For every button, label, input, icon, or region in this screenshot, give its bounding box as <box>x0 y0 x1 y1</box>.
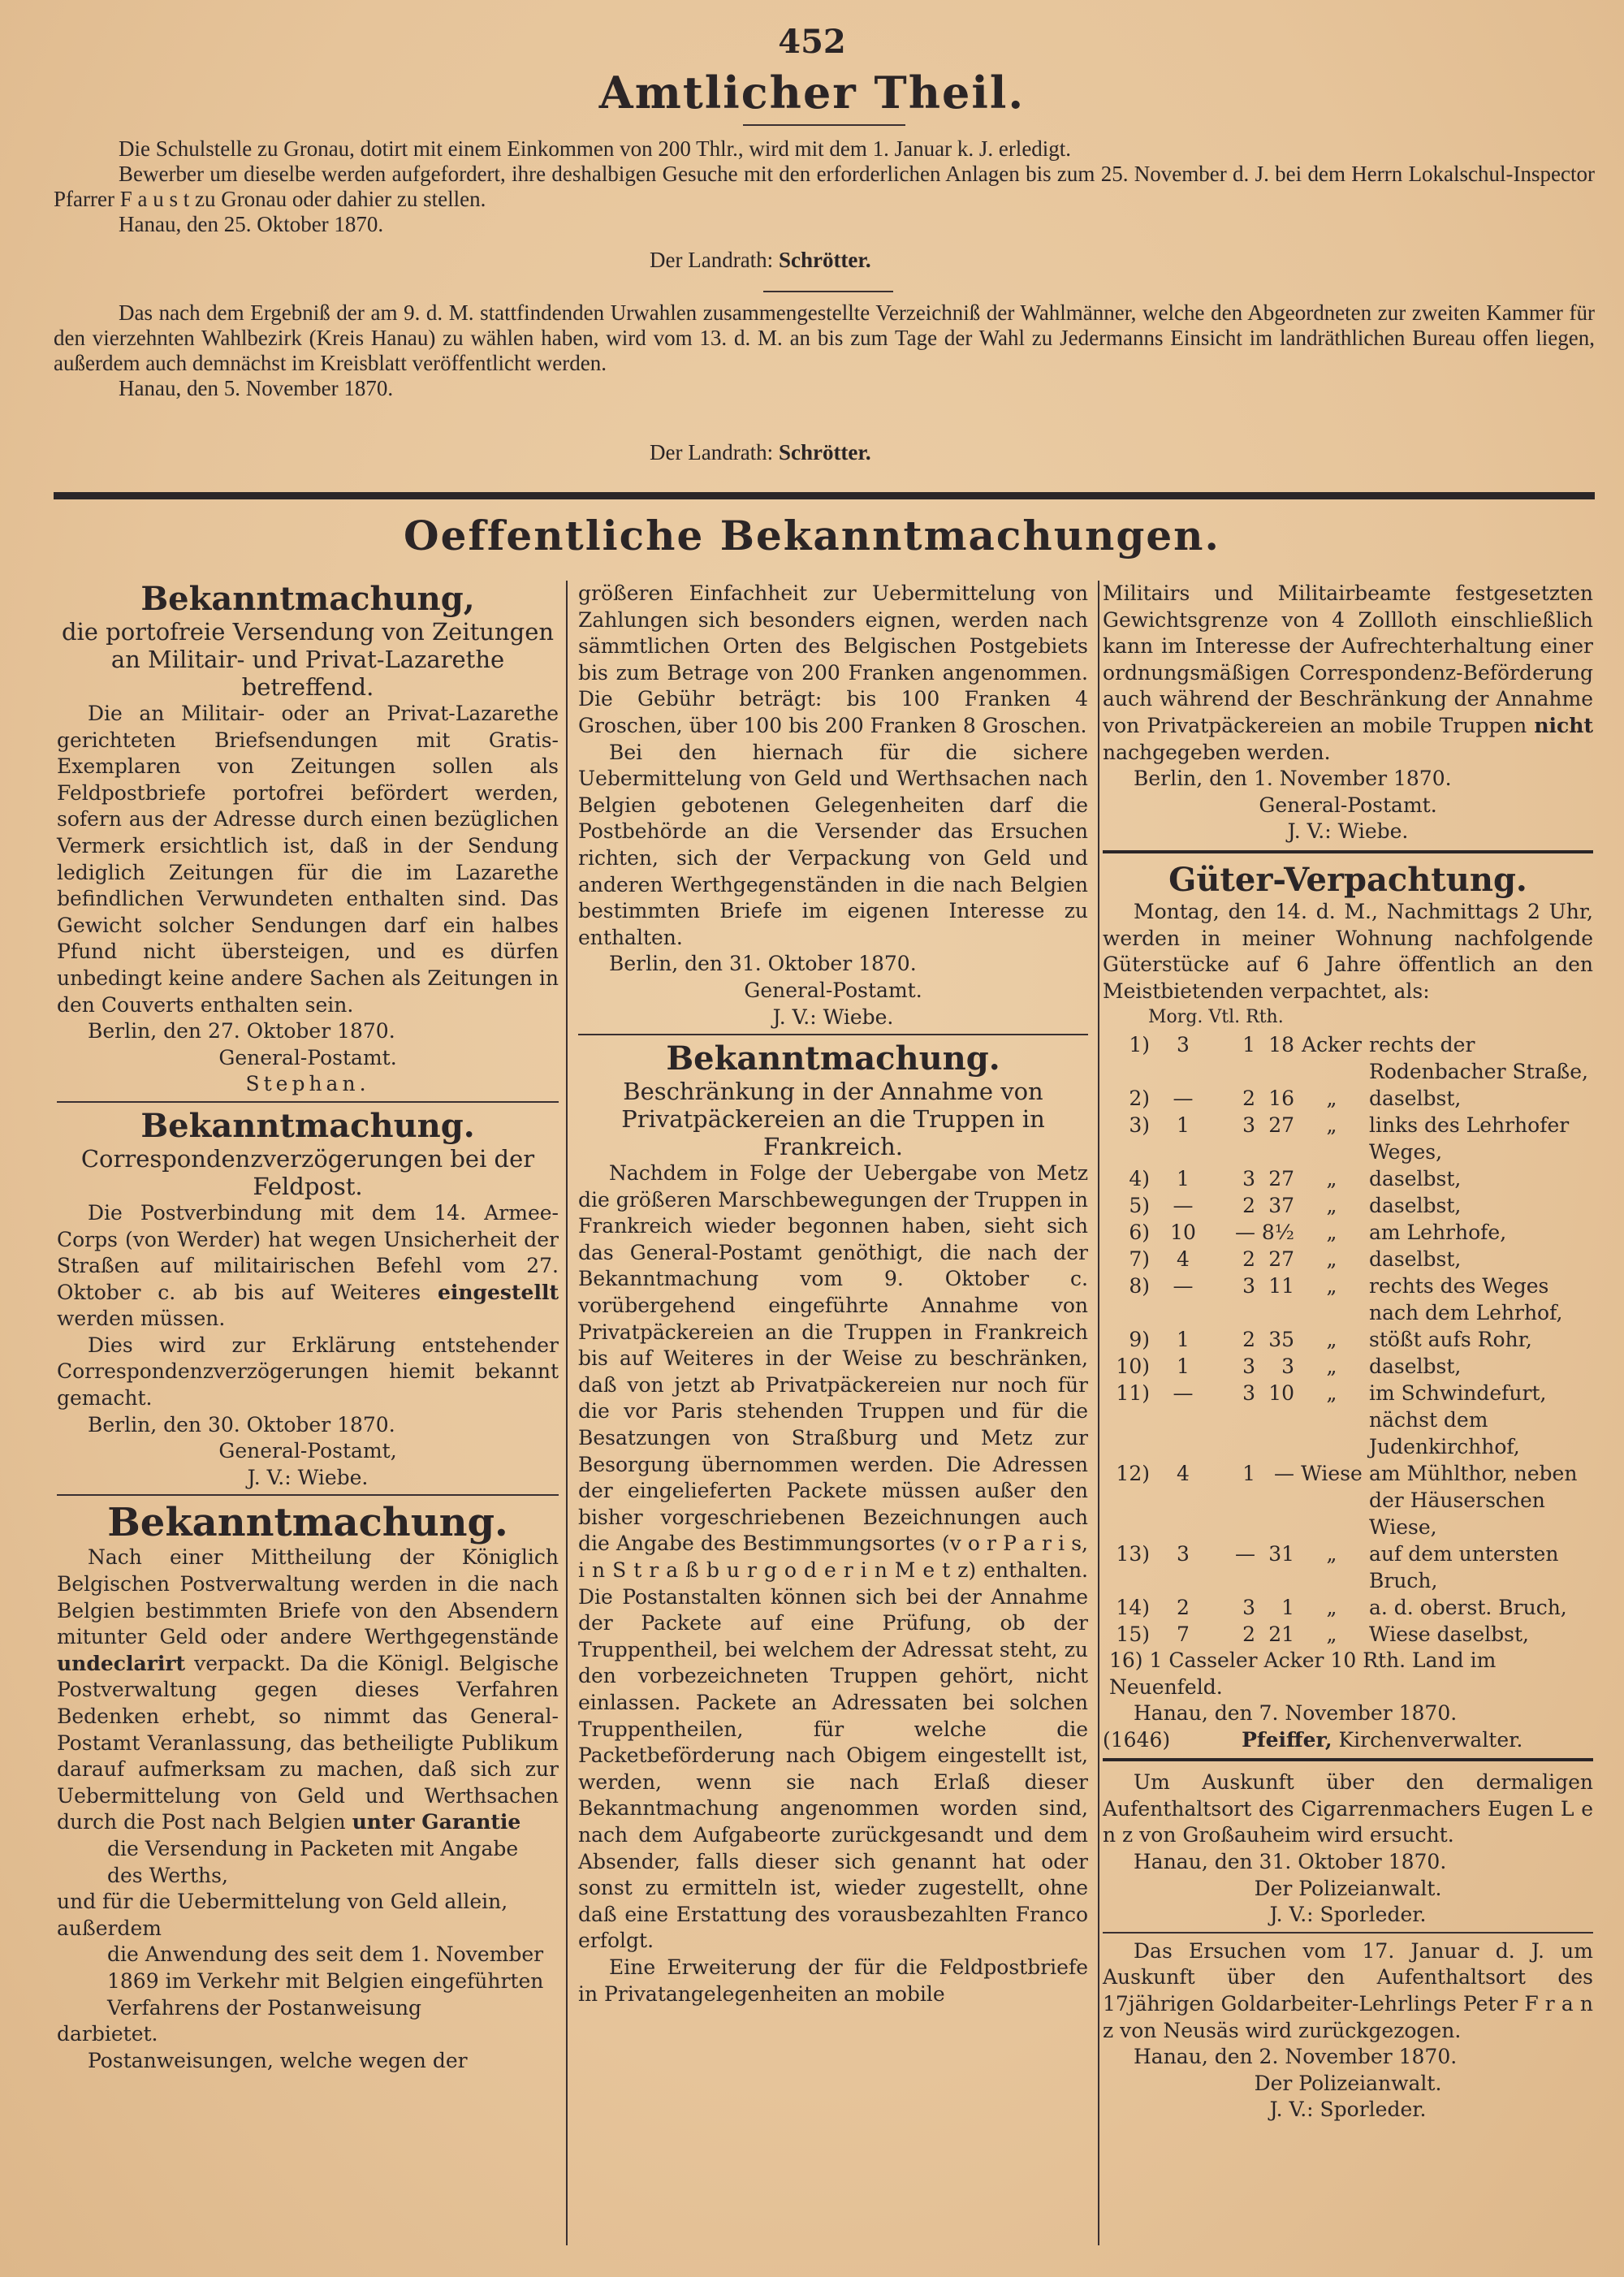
lease-row <box>1103 1219 1593 1246</box>
notice-divider <box>57 1101 559 1103</box>
lease-cell-morg: 3 <box>1177 1032 1190 1056</box>
notice-signer: J. V.: Wiebe. <box>247 1465 369 1489</box>
notice-feldpost <box>57 1108 559 1492</box>
lease-cell-morg: 4 <box>1177 1461 1190 1485</box>
notice-heading: Bekanntmachung. <box>107 1500 508 1546</box>
text-run: werden müssen. <box>57 1307 226 1331</box>
lease-cell-no: 1) <box>1129 1032 1150 1056</box>
notice-signature-line <box>1103 1727 1593 1754</box>
emphasis: unter Garantie <box>352 1810 521 1834</box>
signature <box>650 248 871 273</box>
lease-cell-no: 8) <box>1129 1273 1150 1298</box>
text-run: Militairs und Militairbeamte festgesetzten Gewichtsgrenze von 4 Zollloth einschließlich kann im Interesse der Aufrechterhaltung einer ordnungsmäßigen Correspondenz-Beförderung auch während der Beschränkung der Annahme von Privatpäckereien an mobile Truppen <box>1103 581 1593 737</box>
notice-date: Berlin, den 30. Oktober 1870. <box>88 1412 395 1437</box>
notice-zeitungen <box>57 581 559 1098</box>
lease-cell-vtl: 3 <box>1242 1380 1255 1405</box>
reference-number: (1646) <box>1103 1727 1171 1752</box>
lease-cell-rth: 11 <box>1268 1273 1294 1298</box>
notice-office: Der Polizeianwalt. <box>1254 1876 1442 1900</box>
lease-cell-vtl: 2 <box>1242 1247 1255 1271</box>
notice-signer: J. V.: Wiebe. <box>772 1005 894 1029</box>
lease-cell-rth: 27 <box>1268 1166 1294 1190</box>
notice-lenz <box>1103 1769 1593 1929</box>
lease-cell-morg: — <box>1173 1193 1194 1217</box>
notice-body: Nachdem in Folge der Uebergabe von Metz die größeren Marschbewegungen der Truppen in Frankreich wieder begonnen haben, sieht sich das General-Postamt genöthigt, die nach der Bekanntmachung vom 9. Oktober c. vorübergehend eingeführte Annahme von Privatpäckereien an die Truppen in Frankreich bis auf Weiteres in der Weise zu beschränken, daß von jetzt ab Privatpäckereien nur noch für die vor Paris stehenden Truppen und für die Besatzungen von Straßburg und Metz zur Besorgung übernommen werden. Die Adressen der eingelieferten Packete müssen außer den bisher vorgeschriebenen Bezeichnungen auch die Angabe des Bestimmungsortes (v o r P a r i s, i n S t r a ß b u r g o d e r i n M e t z) enthalten. Die Postanstalten können sich bei der Annahme der Packete auf eine Prüfung, ob der Truppentheil, bei welchem der Adressat steht, zu den vorbezeichneten Truppen gehört, nicht einlassen. Packete an Adressaten bei solchen Truppentheilen, für welche die Packetbeförderung nach Obigem eingestellt ist, werden, wenn sie nach Erlaß dieser Bekanntmachung angenommen worden sind, nach dem Aufgabeorte zurückgesandt und dem Absender, falls dieser sich genannt hat oder sonst zu ermitteln ist, wieder zugestellt, ohne daß eine Erstattung des vorausbezahlten Franco erfolgt. <box>578 1161 1088 1953</box>
lease-cell-rth: 16 <box>1268 1086 1294 1110</box>
lease-cell-no: 4) <box>1129 1166 1150 1190</box>
lease-cell-morg: 3 <box>1177 1541 1190 1566</box>
lease-column-headers <box>1103 1005 1593 1031</box>
page-number: 452 <box>778 23 846 61</box>
lease-cell-no: 6) <box>1129 1220 1150 1244</box>
notice-divider <box>1103 1758 1593 1761</box>
lease-cell-no: 5) <box>1129 1193 1150 1217</box>
lease-cell-kind: „ <box>1326 1166 1337 1190</box>
notice-date: Hanau, den 2. November 1870. <box>1134 2045 1458 2069</box>
notice-office: General-Postamt. <box>218 1045 397 1069</box>
signer-title: Kirchenverwalter. <box>1338 1727 1523 1752</box>
notice-heading: Güter-Verpachtung. <box>1168 860 1527 899</box>
lease-cell-kind: „ <box>1326 1327 1337 1351</box>
lease-row <box>1103 1192 1593 1219</box>
notice-office: Der Polizeianwalt. <box>1254 2071 1442 2095</box>
column-header: Vtl. <box>1208 1007 1241 1028</box>
signature-name: Schrötter. <box>778 440 871 464</box>
lease-cell-desc: Wiese daselbst, <box>1369 1622 1529 1646</box>
lease-row <box>1103 1594 1593 1621</box>
lease-cell-rth: 8½ <box>1261 1220 1294 1244</box>
section-title-amtlich: Amtlicher Theil. <box>598 67 1026 119</box>
notice-body: Das Ersuchen vom 17. Januar d. J. um Auskunft über den Aufenthaltsort des 17jährigen Goldarbeiter-Lehrlings Peter F r a n z von Neusäs wird zurückgezogen. <box>1103 1938 1593 2042</box>
notice-wahlmaenner <box>54 300 1595 401</box>
text-run: nachgegeben werden. <box>1103 740 1331 764</box>
notice-heading: Bekanntmachung. <box>666 1039 1000 1078</box>
lease-cell-rth: 10 <box>1268 1380 1294 1405</box>
lease-cell-morg: 10 <box>1170 1220 1196 1244</box>
notice-gueter-verpachtung <box>1103 862 1593 1753</box>
lease-cell-morg: — <box>1173 1273 1194 1298</box>
lease-cell-no: 10) <box>1116 1354 1150 1378</box>
divider <box>763 291 893 292</box>
lease-cell-morg: 1 <box>1177 1166 1190 1190</box>
notice-date: Hanau, den 7. November 1870. <box>1134 1701 1458 1726</box>
notice-date: Hanau, den 31. Oktober 1870. <box>1134 1850 1447 1874</box>
lease-cell-vtl: 3 <box>1242 1354 1255 1378</box>
notice-body: Die an Militair- oder an Privat-Lazarethe gerichteten Briefsendungen mit Gratis-Exemplaren von Zeitungen sollen als Feldpostbriefe portofrei befördert werden, sofern aus der Adresse durch einen bezüglichen Vermerk ersichtlich ist, daß in der Sendung lediglich Zeitungen für die im Lazarethe befindlichen Verwundeten enthalten sind. Das Gewicht solcher Sendungen darf ein halbes Pfund nicht übersteigen, und es dürfen unbedingt keine andere Sachen als Zeitungen in den Couverts enthalten sein. <box>57 702 559 1017</box>
lease-cell-desc: daselbst, <box>1369 1354 1462 1378</box>
notice-date: Berlin, den 27. Oktober 1870. <box>88 1019 395 1043</box>
lease-cell-desc: a. d. oberst. Bruch, <box>1369 1595 1567 1619</box>
lease-cell-no: 14) <box>1116 1595 1150 1619</box>
signature <box>650 440 871 465</box>
column-3 <box>1103 581 1593 2124</box>
lease-cell-desc: daselbst, <box>1369 1086 1462 1110</box>
lease-row <box>1103 1031 1593 1085</box>
lease-cell-kind: „ <box>1326 1541 1337 1566</box>
column-header: Morg. <box>1148 1007 1203 1028</box>
notice-body <box>57 1545 559 1836</box>
lease-cell-kind: „ <box>1326 1247 1337 1271</box>
lease-row <box>1103 1460 1593 1540</box>
lease-cell-desc: rechts der Rodenbacher Straße, <box>1369 1032 1588 1083</box>
notice-heading: Bekanntmachung, <box>140 580 475 618</box>
notice-body: Eine Erweiterung der für die Feldpostbriefe in Privatangelegenheiten an mobile <box>578 1955 1088 2006</box>
lease-row <box>1103 1540 1593 1594</box>
lease-cell-morg: 1 <box>1177 1113 1190 1137</box>
lease-cell-vtl: 3 <box>1242 1166 1255 1190</box>
signature-label: Der Landrath: <box>650 440 774 464</box>
lease-cell-desc: stößt aufs Rohr, <box>1369 1327 1532 1351</box>
lease-cell-vtl: 2 <box>1242 1622 1255 1646</box>
notice-body: größeren Einfachheit zur Uebermittelung von Zahlungen sich besonders eignen, werden nach sämmtlichen Orten des Belgischen Postgebiets bis zum Betrage von 200 Franken angenommen. Die Gebühr beträgt: bis 100 Franken 4 Groschen, über 100 bis 200 Franken 8 Groschen. <box>578 581 1088 737</box>
lease-cell-no: 3) <box>1129 1113 1150 1137</box>
lease-cell-no: 15) <box>1116 1622 1150 1646</box>
signature-name: Schrötter. <box>778 248 871 272</box>
lease-cell-vtl: — <box>1235 1220 1255 1244</box>
lease-cell-rth: — <box>1274 1461 1294 1485</box>
lease-cell-no: 7) <box>1129 1247 1150 1271</box>
lease-row-16: 16) 1 Casseler Acker 10 Rth. Land im Neuenfeld. <box>1109 1648 1497 1699</box>
notice-date: Hanau, den 25. Oktober 1870. <box>119 212 384 236</box>
lease-cell-rth: 1 <box>1281 1595 1294 1619</box>
column-header: Rth. <box>1246 1007 1284 1028</box>
notice-body: Um Auskunft über den dermaligen Aufenthaltsort des Cigarrenmachers Eugen L e n z von Großauheim wird ersucht. <box>1103 1770 1593 1847</box>
lease-cell-rth: 27 <box>1268 1247 1294 1271</box>
notice-text: Bewerber um dieselbe werden aufgefordert, ihre deshalbigen Gesuche mit den erforderlichen Anlagen bis zum 25. November d. J. bei dem Herrn Lokalschul-Inspector Pfarrer F a u s t zu Gronau oder dahier zu stellen. <box>54 162 1595 211</box>
notice-date: Hanau, den 5. November 1870. <box>119 376 394 400</box>
lease-cell-no: 9) <box>1129 1327 1150 1351</box>
notice-divider <box>1103 1932 1593 1934</box>
text-run: Nach einer Mittheilung der Königlich Belgischen Postverwaltung werden in die nach Belgien bestimmten Briefe von den Absendern mitunter Geld oder andere Werthgegenstände <box>57 1545 559 1649</box>
notice-office: General-Postamt. <box>1259 793 1437 817</box>
lease-cell-desc: daselbst, <box>1369 1247 1462 1271</box>
lease-cell-rth: 18 <box>1268 1032 1294 1056</box>
notice-signer: J. V.: Sporleder. <box>1269 1903 1427 1927</box>
lease-cell-desc: im Schwindefurt, nächst dem Judenkirchhof, <box>1369 1380 1547 1458</box>
list-item: die Anwendung des seit dem 1. November 1869 im Verkehr mit Belgien eingeführten Verfahrens der Postanweisung <box>107 1942 544 2020</box>
notice-privatpaeckereien-continued <box>1103 581 1593 845</box>
lease-cell-rth: 3 <box>1281 1354 1294 1378</box>
lease-cell-desc: daselbst, <box>1369 1193 1462 1217</box>
notice-body: Montag, den 14. d. M., Nachmittags 2 Uhr, werden in meiner Wohnung nachfolgende Güterstücke auf 6 Jahre öffentlich an den Meistbietenden verpachtet, als: <box>1103 899 1593 1003</box>
lease-row <box>1103 1112 1593 1165</box>
notice-text: Das nach dem Ergebniß der am 9. d. M. stattfindenden Urwahlen zusammengestellte Verzeichniß der Wahlmänner, welche den Abgeordneten zur zweiten Kammer für den vierzehnten Wahlbezirk (Kreis Hanau) zu wählen haben, wird vom 13. d. M. an bis zum Tage der Wahl zu Jedermanns Einsicht im landräthlichen Bureau offen liegen, außerdem auch demnächst im Kreisblatt veröffentlicht werden. <box>54 300 1595 375</box>
connector-text: und für die Uebermittelung von Geld allein, außerdem <box>57 1890 508 1940</box>
notice-signer: Stephan. <box>245 1072 370 1096</box>
notice-subject: Beschränkung in der Annahme von Privatpäckereien an die Truppen in Frankreich. <box>621 1078 1045 1161</box>
notice-belgien <box>57 1501 559 2074</box>
lease-cell-kind: „ <box>1326 1273 1337 1298</box>
signer-name: Pfeiffer, <box>1242 1727 1332 1752</box>
notice-divider <box>578 1034 1088 1035</box>
section-divider <box>54 492 1595 499</box>
divider <box>743 124 905 126</box>
lease-cell-morg: 1 <box>1177 1327 1190 1351</box>
lease-cell-morg: 4 <box>1177 1247 1190 1271</box>
lease-cell-vtl: 2 <box>1242 1193 1255 1217</box>
notice-date: Berlin, den 1. November 1870. <box>1134 767 1452 791</box>
lease-cell-kind: „ <box>1326 1380 1337 1405</box>
lease-cell-desc: links des Lehrhofer Weges, <box>1369 1113 1570 1164</box>
notice-body: Bei den hiernach für die sichere Uebermittelung von Geld und Werthsachen nach Belgien gebotenen Gelegenheiten darf die Postbehörde an die Versender das Ersuchen richten, sich der Verpackung von Geld und anderen Werthgegenständen in die nach Belgien bestimmten Briefe im eigenen Interesse zu enthalten. <box>578 740 1088 949</box>
lease-cell-no: 12) <box>1116 1461 1150 1485</box>
column-divider <box>1098 581 1099 2245</box>
notice-signer: J. V.: Sporleder. <box>1269 2098 1427 2122</box>
lease-cell-desc: am Mühlthor, neben der Häuserschen Wiese, <box>1369 1461 1578 1539</box>
text-run: verpackt. Da die Königl. Belgische Postverwaltung gegen dieses Verfahren Bedenken erhebt, so nimmt das General-Postamt Veranlassung, das betheiligte Publikum darauf aufmerksam zu machen, daß sich zur Uebermittelung von Geld und Werthsachen durch die Post nach Belgien <box>57 1651 559 1834</box>
notice-subject: Correspondenzverzögerungen bei der Feldpost. <box>80 1144 535 1200</box>
lease-cell-no: 2) <box>1129 1086 1150 1110</box>
lease-cell-vtl: — <box>1235 1541 1255 1566</box>
lease-cell-rth: 27 <box>1268 1113 1294 1137</box>
lease-cell-kind: Acker <box>1302 1032 1362 1056</box>
lease-row <box>1103 1272 1593 1326</box>
emphasis: nicht <box>1534 713 1593 737</box>
lease-cell-morg: — <box>1173 1086 1194 1110</box>
lease-cell-desc: daselbst, <box>1369 1166 1462 1190</box>
text-run: Die Postverbindung mit dem 14. Armee-Corps (von Werder) hat wegen Unsicherheit der Straßen auf militairischen Befehl vom 27. Oktober c. ab bis auf Weiteres <box>57 1200 559 1304</box>
notice-office: General-Postamt, <box>218 1439 397 1463</box>
lease-cell-rth: 37 <box>1268 1193 1294 1217</box>
notice-text: Die Schulstelle zu Gronau, dotirt mit einem Einkommen von 200 Thlr., wird mit dem 1. Januar k. J. erledigt. <box>119 136 1072 161</box>
notice-date: Berlin, den 31. Oktober 1870. <box>609 952 917 976</box>
lease-row <box>1103 1085 1593 1112</box>
lease-cell-kind: „ <box>1326 1220 1337 1244</box>
lease-cell-no: 11) <box>1116 1380 1150 1405</box>
notice-divider <box>57 1494 559 1496</box>
notice-office: General-Postamt. <box>744 978 922 1002</box>
list-item: die Versendung in Packeten mit Angabe des Werths, <box>107 1836 519 1887</box>
lease-cell-vtl: 1 <box>1242 1461 1255 1485</box>
notice-signer: J. V.: Wiebe. <box>1287 819 1409 844</box>
lease-row <box>1103 1165 1593 1192</box>
lease-cell-kind: „ <box>1326 1113 1337 1137</box>
lease-row <box>1103 1353 1593 1380</box>
lease-cell-rth: 21 <box>1268 1622 1294 1646</box>
lease-cell-kind: „ <box>1326 1595 1337 1619</box>
lease-table <box>1103 1031 1593 1648</box>
column-divider <box>566 581 568 2245</box>
notice-body: Postanweisungen, welche wegen der <box>88 2048 468 2072</box>
lease-cell-desc: am Lehrhofe, <box>1369 1220 1507 1244</box>
connector-text: darbietet. <box>57 2022 158 2046</box>
lease-cell-vtl: 3 <box>1242 1595 1255 1619</box>
lease-cell-morg: — <box>1173 1380 1194 1405</box>
lease-cell-vtl: 3 <box>1242 1273 1255 1298</box>
lease-row <box>1103 1380 1593 1460</box>
lease-cell-kind: „ <box>1326 1354 1337 1378</box>
lease-cell-kind: „ <box>1326 1193 1337 1217</box>
lease-cell-desc: rechts des Weges nach dem Lehrhof, <box>1369 1273 1563 1324</box>
lease-cell-morg: 7 <box>1177 1622 1190 1646</box>
lease-cell-vtl: 3 <box>1242 1113 1255 1137</box>
notice-body: Dies wird zur Erklärung entstehender Correspondenzverzögerungen hiemit bekannt gemacht. <box>57 1333 559 1411</box>
lease-cell-vtl: 1 <box>1242 1032 1255 1056</box>
notice-subject: die portofreie Versendung von Zeitungen an Militair- und Privat-Lazarethe betreffend. <box>61 618 555 701</box>
section-title-oeffentliche: Oeffentliche Bekanntmachungen. <box>404 512 1220 560</box>
emphasis: undeclarirt <box>57 1651 186 1675</box>
notice-body <box>57 1200 559 1333</box>
lease-cell-morg: 2 <box>1177 1595 1190 1619</box>
lease-cell-kind: Wiese <box>1301 1461 1363 1485</box>
lease-cell-vtl: 2 <box>1242 1086 1255 1110</box>
lease-cell-rth: 35 <box>1268 1327 1294 1351</box>
lease-cell-rth: 31 <box>1268 1541 1294 1566</box>
notice-divider <box>1103 850 1593 853</box>
notice-body <box>1103 581 1593 766</box>
lease-cell-vtl: 2 <box>1242 1327 1255 1351</box>
notice-franz <box>1103 1938 1593 2124</box>
lease-cell-desc: auf dem untersten Bruch, <box>1369 1541 1559 1592</box>
lease-row <box>1103 1246 1593 1272</box>
notice-privatpaeckereien <box>578 1040 1088 2007</box>
lease-cell-kind: „ <box>1326 1622 1337 1646</box>
notice-belgien-continued <box>578 581 1088 1030</box>
lease-row <box>1103 1621 1593 1648</box>
notice-heading: Bekanntmachung. <box>140 1106 475 1145</box>
lease-cell-no: 13) <box>1116 1541 1150 1566</box>
emphasis: eingestellt <box>437 1280 559 1304</box>
lease-cell-kind: „ <box>1326 1086 1337 1110</box>
column-1 <box>57 581 559 2074</box>
column-2 <box>578 581 1088 2007</box>
lease-row <box>1103 1326 1593 1353</box>
signature-label: Der Landrath: <box>650 248 774 272</box>
notice-schulstelle <box>54 136 1595 237</box>
lease-cell-morg: 1 <box>1177 1354 1190 1378</box>
